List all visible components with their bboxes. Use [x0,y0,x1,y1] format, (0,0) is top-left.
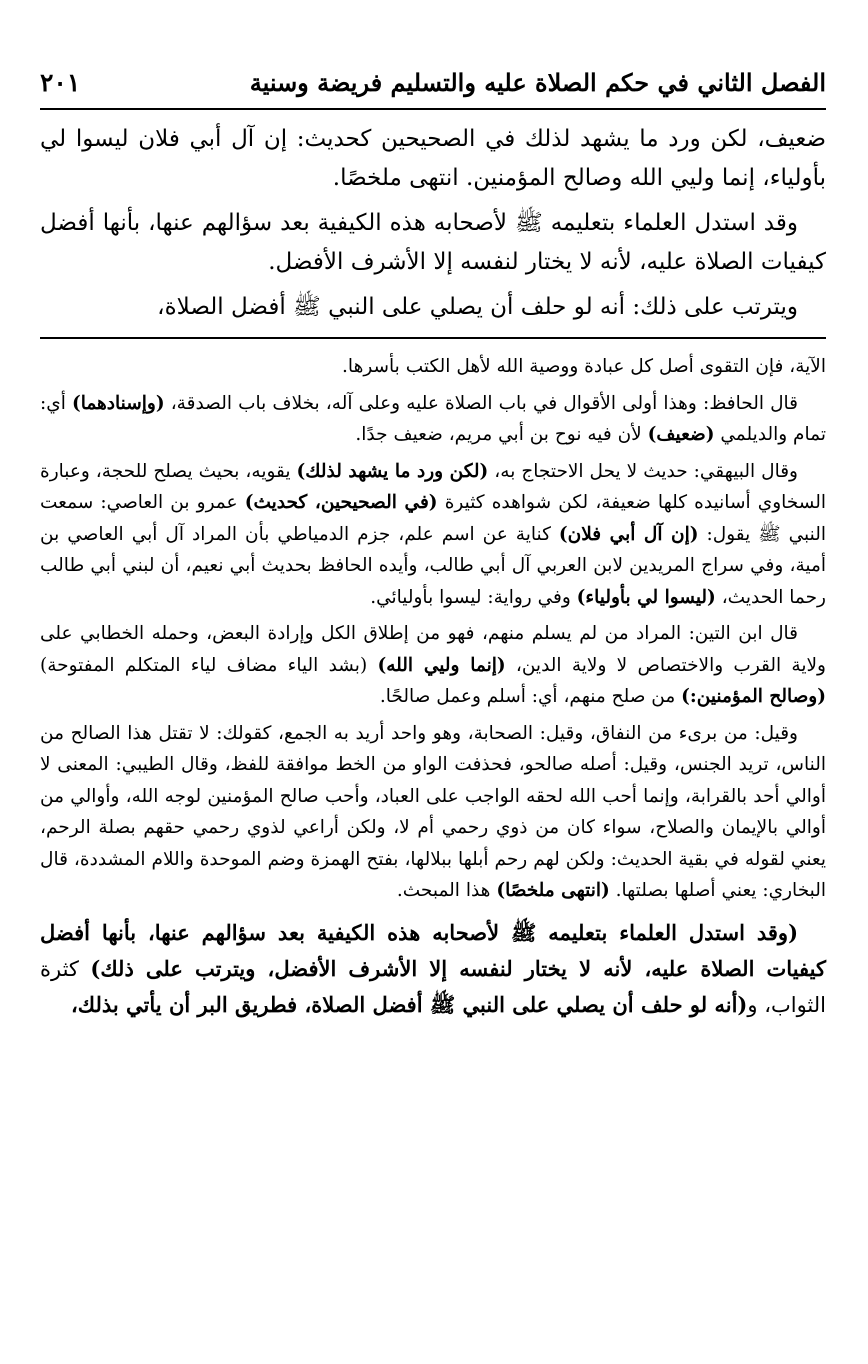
commentary-paragraph-6 [40,915,826,1023]
quoted-matn: (ضعيف) [647,424,715,445]
commentary-paragraph-5 [40,718,826,907]
running-header [40,64,826,110]
text-run: يقويه، بحيث يصلح للحجة، وعبارة السخاوي أسانيده كلها ضعيفة، لكن شواهده كثيرة [40,460,827,513]
text-run: قال ابن التين: المراد من لم يسلم منهم، فهو من إطلاق الكل وإرادة البعض، وحمله الخطابي على ولاية القرب والاختصاص لا ولاية الدين، [40,623,826,676]
commentary-paragraph-3 [40,456,826,614]
quoted-matn: (لكن ورد ما يشهد لذلك) [296,460,489,482]
quoted-matn: (إنما وليي الله) [377,654,506,676]
text-run: لأن فيه نوح بن أبي مريم، ضعيف جدًا. [355,424,648,445]
quoted-matn: (إن آل أبي فلان) [558,523,699,545]
text-run: هذا المبحث. [396,880,497,901]
chapter-title: الفصل الثاني في حكم الصلاة عليه والتسليم فريضة وسنية [249,68,826,97]
main-text [40,120,826,327]
main-paragraph-3: ويترتب على ذلك: أنه لو حلف أن يصلي على النبي ﷺ أفضل الصلاة، [157,294,798,320]
quoted-matn: (وإسنادهما) [71,392,165,414]
commentary [40,351,826,1023]
quoted-matn: (ليسوا لي بأولياء) [576,586,716,608]
main-paragraph-2: وقد استدل العلماء بتعليمه ﷺ لأصحابه هذه الكيفية بعد سؤالهم عنها، بأنها أفضل كيفيات الصلاة عليه، لأنه لا يختار لنفسه إلا الأشرف الأفضل. [40,210,826,275]
main-paragraph-1: ضعيف، لكن ورد ما يشهد لذلك في الصحيحين كحديث: إن آل أبي فلان ليسوا لي بأولياء، إنما وليي الله وصالح المؤمنين. انتهى ملخصًا. [40,126,826,191]
quoted-matn: (وقد استدل العلماء بتعليمه ﷺ لأصحابه هذه الكيفية بعد سؤالهم عنها، بأنها أفضل كيفيات الصلاة عليه، لأنه لا يختار لنفسه إلا الأشرف الأفضل، ويترتب على ذلك) [40,919,826,981]
text-run: عمرو بن العاصي: سمعت النبي ﷺ يقول: [40,492,826,545]
text-run: قال الحافظ: وهذا أولى الأقوال في باب الصلاة عليه وعلى آله، بخلاف باب الصدقة، [164,392,798,414]
text-run: (بشد الياء مضاف لياء المتكلم المفتوحة) [40,654,378,676]
text-run: وقيل: من برىء من النفاق، وقيل: الصحابة، وهو واحد أريد به الجمع، كقولك: لا تقتل هذا الصالح من الناس، تريد الجنس، وقيل: أصله صالحو، فحذفت الواو من الخط موافقة للفظ، وقال الطيبي: المعنى لا أوالي أحد بالقرابة، وإنما أحب الله لحقه الواجب على العباد، وأحب صالح المؤمنين لوجه الله، وأوالي من أوالي بالإيمان والصلاح، سواء كان من ذوي رحمي أم لا، ولكن أراعي لذوي رحمي حقهم بصلة الرحم، يعني لقوله في بقية الحديث: ولكن لهم رحم أبلها ببلالها، بفتح الهمزة وضم الموحدة واللام المشددة، قال البخاري: يعني أصلها بصلتها. [40,722,826,901]
footnote-separator [40,337,826,339]
page-number: ٢٠١ [40,68,81,97]
quoted-matn: (وصالح المؤمنين:) [681,686,826,707]
text-run: أي: تمام والديلمي [40,392,826,445]
text-run: كثرة الثواب، و [40,956,826,1017]
text-run: من صلح منهم، أي: أسلم وعمل صالحًا. [379,686,682,707]
quoted-matn: (في الصحيحين، كحديث) [244,492,438,513]
commentary-paragraph-1: الآية، فإن التقوى أصل كل عبادة ووصية الله لأهل الكتب بأسرها. [342,356,826,377]
text-run: كناية عن اسم علم، جزم الدمياطي بأن المراد آل أبي العاصي بن أمية، وفي سراج المريدين لابن العربي آل أبي طالب، وأيده الحافظ بحديث أبي نعيم، أن لبني أبي طالب رحما الحديث، [40,523,826,608]
commentary-paragraph-2 [40,388,826,451]
quoted-matn: (أنه لو حلف أن يصلي على النبي ﷺ أفضل الصلاة، فطريق البر أن يأتي بذلك، [70,991,748,1017]
text-run: وقال البيهقي: حديث لا يحل الاحتجاج به، [488,460,798,482]
quoted-matn: (انتهى ملخصًا) [496,880,610,901]
text-run: وفي رواية: ليسوا بأوليائي. [370,586,577,608]
commentary-paragraph-4 [40,618,826,713]
